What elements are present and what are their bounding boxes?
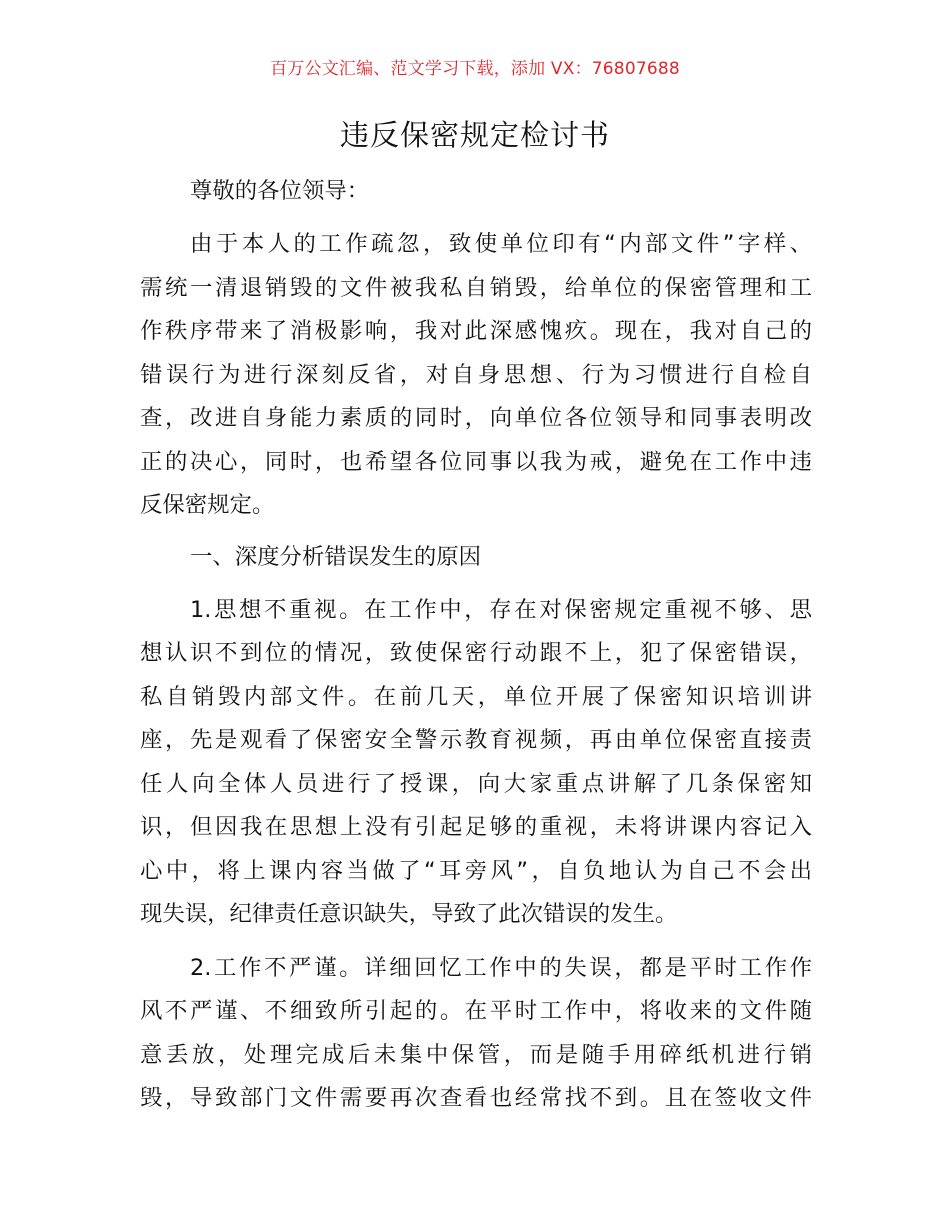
paragraph-line: 1.思想不重视。在工作中，存在对保密规定重视不够、思	[190, 597, 812, 623]
paragraph-line: 需统一清退销毁的文件被我私自销毁，给单位的保密管理和工	[140, 275, 812, 301]
paragraph-line: 错误行为进行深刻反省，对自身思想、行为习惯进行自检自	[140, 362, 812, 388]
paragraph-line: 心中，将上课内容当做了“耳旁风”，自负地认为自己不会出	[140, 858, 812, 884]
paragraph-line: 2.工作不严谨。详细回忆工作中的失误，都是平时工作作	[190, 955, 812, 981]
section-heading: 一、深度分析错误发生的原因	[190, 544, 482, 570]
paragraph-line: 座，先是观看了保密安全警示教育视频，再由单位保密直接责	[140, 727, 812, 753]
paragraph-line: 任人向全体人员进行了授课，向大家重点讲解了几条保密知	[140, 771, 812, 797]
paragraph-line: 反保密规定。	[140, 492, 275, 518]
watermark-banner: 百万公文汇编、范文学习下载，添加 VX：76807688	[270, 59, 680, 79]
salutation: 尊敬的各位领导：	[190, 178, 370, 204]
paragraph-line: 由于本人的工作疏忽，致使单位印有“内部文件”字样、	[190, 231, 812, 257]
paragraph-line: 私自销毁内部文件。在前几天，单位开展了保密知识培训讲	[140, 684, 812, 710]
paragraph-line: 意丢放，处理完成后未集中保管，而是随手用碎纸机进行销	[140, 1042, 812, 1068]
paragraph-line: 正的决心，同时，也希望各位同事以我为戒，避免在工作中违	[140, 449, 812, 475]
document-title: 违反保密规定检讨书	[339, 118, 610, 152]
paragraph-line: 现失误，纪律责任意识缺失，导致了此次错误的发生。	[140, 901, 678, 927]
paragraph-line: 风不严谨、不细致所引起的。在平时工作中，将收来的文件随	[140, 998, 812, 1024]
paragraph-line: 作秩序带来了消极影响，我对此深感愧疚。现在，我对自己的	[140, 318, 812, 344]
paragraph-line: 查，改进自身能力素质的同时，向单位各位领导和同事表明改	[140, 405, 812, 431]
paragraph-line: 想认识不到位的情况，致使保密行动跟不上，犯了保密错误，	[140, 640, 812, 666]
paragraph-line: 毁，导致部门文件需要再次查看也经常找不到。且在签收文件	[140, 1085, 812, 1111]
paragraph-line: 识，但因我在思想上没有引起足够的重视，未将讲课内容记入	[140, 814, 812, 840]
